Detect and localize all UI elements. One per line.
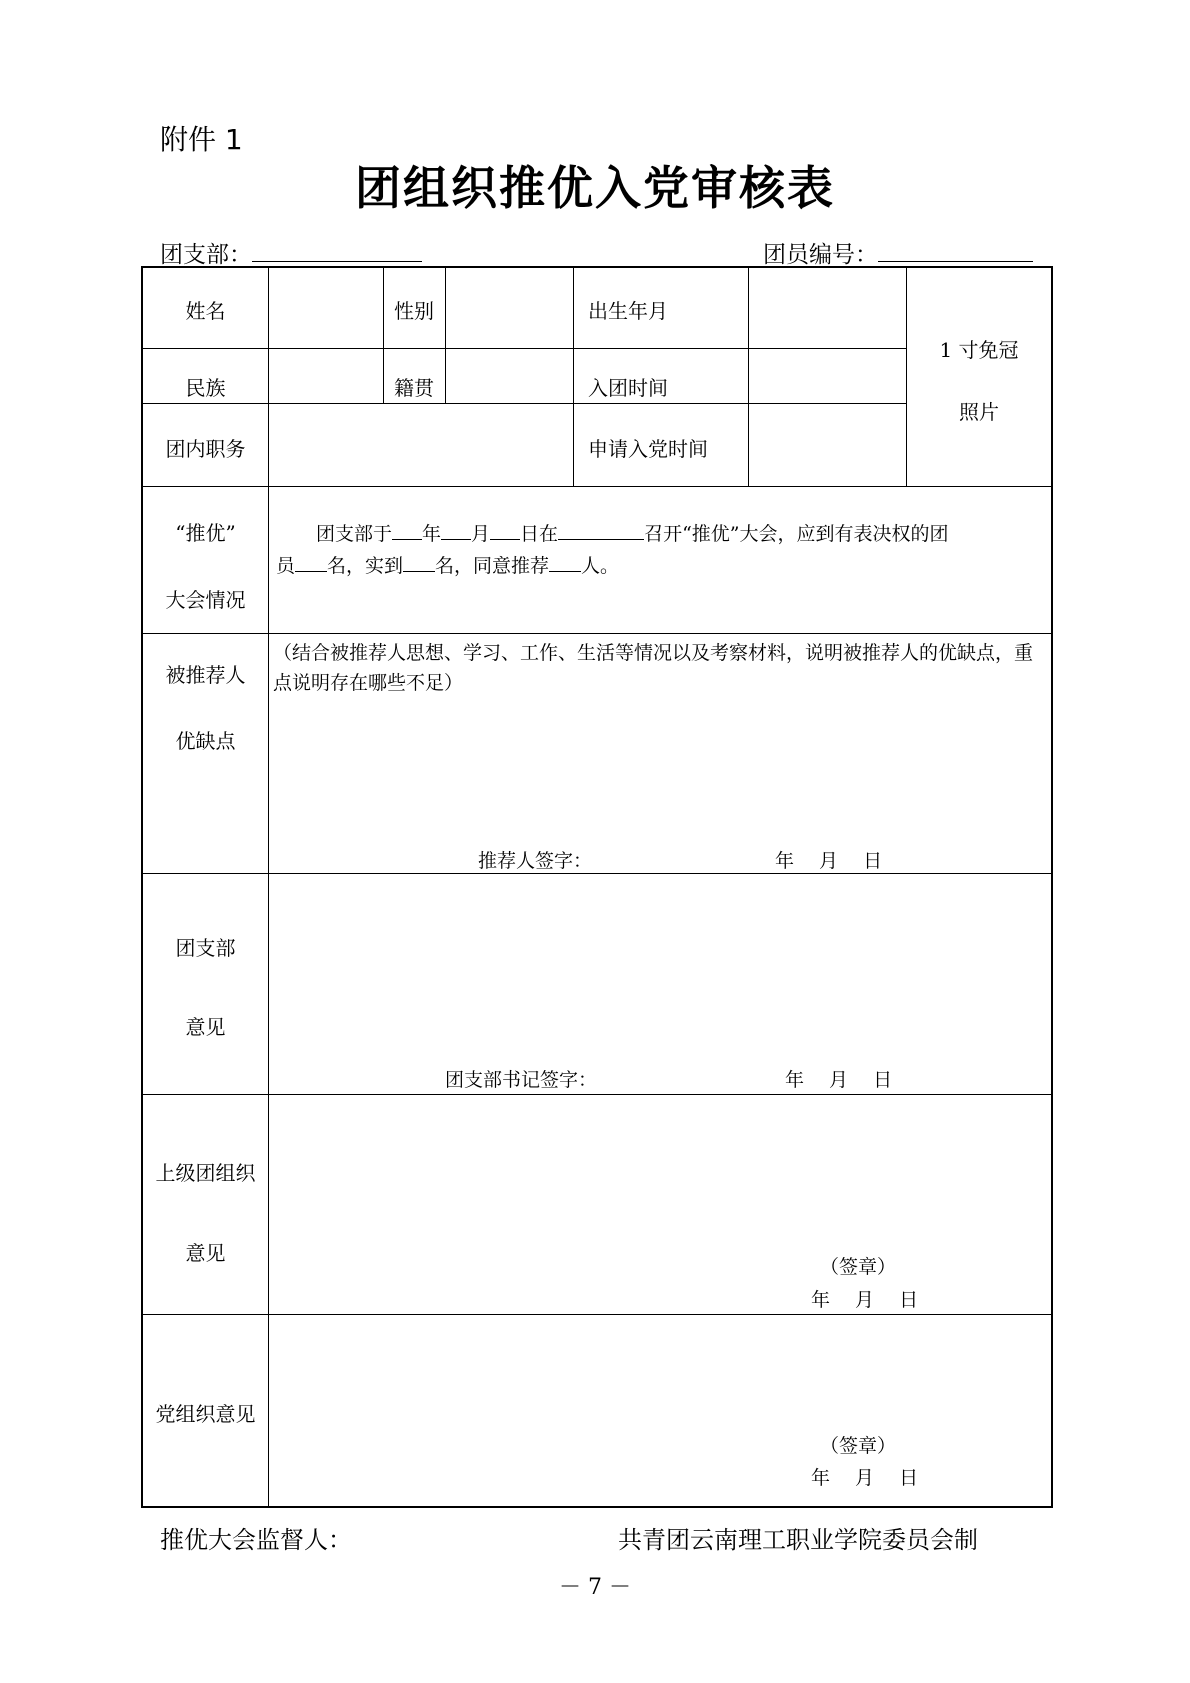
meeting-text: 员 — [276, 555, 296, 577]
branch-blank[interactable] — [252, 241, 422, 262]
ethnic-label: 民族 — [185, 376, 226, 400]
venue-blank[interactable] — [558, 521, 644, 540]
birth-value[interactable] — [749, 268, 906, 348]
meeting-text: 团支部于 — [316, 523, 393, 545]
meeting-text: 日在 — [520, 523, 559, 545]
recommend-count-blank[interactable] — [549, 553, 581, 572]
row-divider — [143, 873, 1051, 874]
meeting-text: 人。 — [581, 555, 620, 577]
member-number-field — [763, 236, 1033, 269]
row-divider — [143, 633, 1051, 634]
gender-label: 性别 — [394, 299, 434, 323]
native-place-value[interactable] — [446, 349, 573, 403]
apply-party-value[interactable] — [749, 404, 906, 486]
branch-secretary-sign-label: 团支部书记签字： — [445, 1069, 598, 1091]
issuer-label: 共青团云南理工职业学院委员会制 — [618, 1526, 978, 1554]
recommender-date: 年 月 日 — [775, 850, 883, 872]
month-blank[interactable] — [441, 521, 471, 540]
name-label: 姓名 — [185, 299, 226, 323]
member-number-blank[interactable] — [878, 241, 1033, 262]
branch-label: 团支部： — [160, 242, 252, 268]
meeting-text: 名，同意推荐 — [435, 555, 550, 577]
league-position-label: 团内职务 — [165, 437, 246, 461]
name-value[interactable] — [269, 268, 383, 348]
merits-label-line2: 优缺点 — [175, 729, 236, 753]
meeting-text: 召开“推优”大会，应到有表决权的团 — [644, 523, 949, 545]
branch-opinion-label-line1: 团支部 — [175, 936, 236, 960]
upper-opinion-label-line1: 上级团组织 — [155, 1161, 256, 1185]
league-position-value[interactable] — [269, 404, 573, 486]
row-divider — [143, 1094, 1051, 1095]
birth-label: 出生年月 — [588, 299, 668, 323]
apply-party-label: 申请入党时间 — [588, 437, 708, 461]
row-divider — [143, 486, 1051, 487]
meeting-description — [276, 518, 1046, 582]
ethnic-value[interactable] — [269, 349, 383, 403]
gender-value[interactable] — [446, 268, 573, 348]
branch-opinion-label-line2: 意见 — [185, 1015, 226, 1039]
recommender-sign-label: 推荐人签字： — [478, 850, 593, 872]
supervisor-label: 推优大会监督人： — [160, 1526, 352, 1554]
row-divider — [143, 1314, 1051, 1315]
native-place-label: 籍贯 — [394, 376, 434, 400]
review-form-table — [141, 266, 1053, 1508]
party-opinion-seal: （签章） — [820, 1435, 897, 1457]
photo-hint-line1: 1 寸免冠 — [939, 338, 1019, 362]
year-blank[interactable] — [392, 521, 422, 540]
meeting-text: 月 — [471, 523, 491, 545]
member-number-label: 团员编号： — [763, 242, 878, 268]
upper-opinion-date: 年 月 日 — [811, 1289, 919, 1311]
photo-hint-line2: 照片 — [959, 400, 999, 424]
meeting-label-line1: “推优” — [175, 521, 236, 545]
branch-field — [160, 236, 422, 269]
col-divider — [906, 268, 907, 486]
upper-opinion-seal: （签章） — [820, 1256, 897, 1278]
expected-count-blank[interactable] — [295, 553, 327, 572]
meeting-text: 年 — [422, 523, 442, 545]
present-count-blank[interactable] — [403, 553, 435, 572]
page-number: － 7 － — [559, 1575, 631, 1600]
day-blank[interactable] — [490, 521, 520, 540]
merits-instruction: （结合被推荐人思想、学习、工作、生活等情况以及考察材料，说明被推荐人的优缺点，重点说明存在哪些不足） — [273, 642, 1034, 694]
party-opinion-date: 年 月 日 — [811, 1467, 919, 1489]
upper-opinion-label-line2: 意见 — [185, 1241, 226, 1265]
col-divider — [573, 268, 574, 486]
meeting-text: 名，实到 — [327, 555, 404, 577]
page-title: 团组织推优入党审核表 — [355, 161, 835, 215]
attachment-label: 附件 1 — [160, 123, 243, 156]
join-league-label: 入团时间 — [588, 376, 668, 400]
meeting-label-line2: 大会情况 — [165, 588, 246, 612]
branch-opinion-date: 年 月 日 — [785, 1069, 893, 1091]
merits-label-line1: 被推荐人 — [165, 663, 246, 687]
join-league-value[interactable] — [749, 349, 906, 403]
party-opinion-label: 党组织意见 — [155, 1402, 256, 1426]
